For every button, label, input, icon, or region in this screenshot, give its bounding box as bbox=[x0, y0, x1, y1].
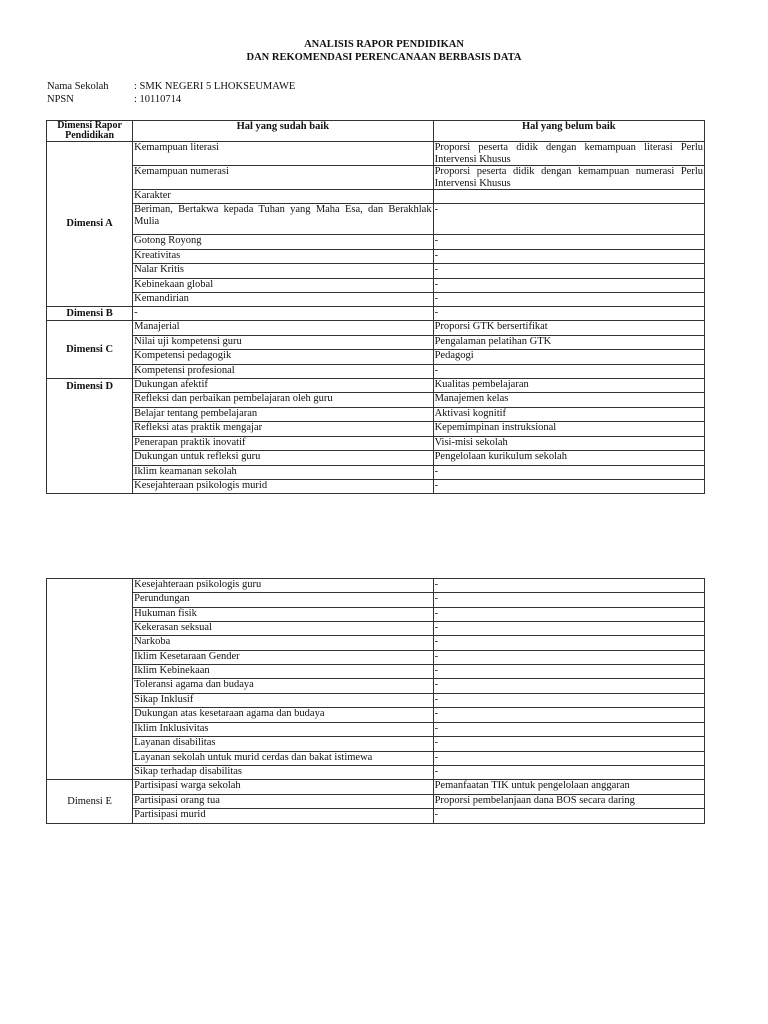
good-item: Sikap terhadap disabilitas bbox=[133, 766, 433, 780]
good-item: Iklim keamanan sekolah bbox=[133, 466, 433, 480]
bad-item: - bbox=[433, 665, 704, 679]
table-header-row bbox=[47, 121, 705, 142]
table-row bbox=[47, 608, 705, 622]
bad-item: - bbox=[433, 737, 704, 752]
table-body-page2 bbox=[47, 579, 705, 824]
bad-item: - bbox=[433, 708, 704, 723]
bad-item: Pemanfaatan TIK untuk pengelolaan anggaran bbox=[433, 780, 704, 795]
good-item: Partisipasi murid bbox=[133, 809, 433, 824]
header-dimension: Dimensi Rapor Pendidikan bbox=[47, 121, 133, 142]
good-item: Kreativitas bbox=[133, 250, 433, 264]
good-item: Narkoba bbox=[133, 636, 433, 651]
good-item: Gotong Royong bbox=[133, 235, 433, 250]
good-item: Nalar Kritis bbox=[133, 264, 433, 279]
table-row bbox=[47, 622, 705, 636]
report-table-page2 bbox=[46, 578, 705, 824]
dimension-label-continued bbox=[47, 579, 133, 780]
good-item: Layanan sekolah untuk murid cerdas dan bakat istimewa bbox=[133, 752, 433, 766]
table-row bbox=[47, 579, 705, 593]
table-row bbox=[47, 480, 705, 494]
good-item: - bbox=[133, 307, 433, 321]
table-row bbox=[47, 204, 705, 235]
good-item: Kesejahteraan psikologis murid bbox=[133, 480, 433, 494]
good-item: Iklim Kebinekaan bbox=[133, 665, 433, 679]
table-row bbox=[47, 593, 705, 608]
table-row bbox=[47, 636, 705, 651]
good-item: Toleransi agama dan budaya bbox=[133, 679, 433, 694]
table-row bbox=[47, 737, 705, 752]
good-item: Dukungan untuk refleksi guru bbox=[133, 451, 433, 466]
bad-item: Aktivasi kognitif bbox=[433, 408, 704, 422]
good-item: Dukungan afektif bbox=[133, 379, 433, 393]
table-row bbox=[47, 142, 705, 166]
table-row bbox=[47, 437, 705, 451]
good-item: Hukuman fisik bbox=[133, 608, 433, 622]
bad-item: Kepemimpinan instruksional bbox=[433, 422, 704, 437]
table-row bbox=[47, 665, 705, 679]
bad-item: Proporsi peserta didik dengan kemampuan numerasi Perlu Intervensi Khusus bbox=[434, 166, 703, 189]
table-row bbox=[47, 321, 705, 336]
table-row bbox=[47, 279, 705, 293]
table-row bbox=[47, 809, 705, 824]
table-row bbox=[47, 466, 705, 480]
bad-item: - bbox=[433, 204, 704, 235]
bad-item: - bbox=[433, 766, 704, 780]
bad-item: Pengelolaan kurikulum sekolah bbox=[433, 451, 704, 466]
dimension-label: Dimensi E bbox=[47, 780, 133, 824]
good-item: Iklim Inklusivitas bbox=[133, 723, 433, 737]
bad-item: Manajemen kelas bbox=[433, 393, 704, 408]
good-item: Partisipasi warga sekolah bbox=[133, 780, 433, 795]
table-row bbox=[47, 264, 705, 279]
good-item: Manajerial bbox=[133, 321, 433, 336]
table-row bbox=[47, 752, 705, 766]
bad-item: Kualitas pembelajaran bbox=[433, 379, 704, 393]
good-item: Kekerasan seksual bbox=[133, 622, 433, 636]
dimension-label: Dimensi C bbox=[47, 321, 133, 379]
table-row bbox=[47, 780, 705, 795]
bad-item: - bbox=[433, 579, 704, 593]
table-row bbox=[47, 451, 705, 466]
document-title-line1: ANALISIS RAPOR PENDIDIKAN bbox=[304, 39, 464, 50]
table-row bbox=[47, 723, 705, 737]
bad-item: - bbox=[433, 608, 704, 622]
good-item: Perundungan bbox=[133, 593, 433, 608]
table-row bbox=[47, 336, 705, 350]
bad-item: - bbox=[433, 365, 704, 379]
npsn-row bbox=[47, 93, 181, 106]
report-table-page1 bbox=[46, 120, 705, 494]
table-row bbox=[47, 679, 705, 694]
table-row bbox=[47, 250, 705, 264]
table-row bbox=[47, 307, 705, 321]
school-name-row bbox=[47, 80, 295, 93]
bad-item: - bbox=[433, 593, 704, 608]
table-row bbox=[47, 190, 705, 204]
bad-item: Proporsi pembelanjaan dana BOS secara daring bbox=[433, 795, 704, 809]
bad-item: Proporsi peserta didik dengan kemampuan literasi Perlu Intervensi Khusus bbox=[434, 142, 703, 165]
table-row bbox=[47, 166, 705, 190]
good-item: Layanan disabilitas bbox=[133, 737, 433, 752]
good-item: Iklim Kesetaraan Gender bbox=[133, 651, 433, 665]
table-row bbox=[47, 422, 705, 437]
table-row bbox=[47, 293, 705, 307]
table-row bbox=[47, 408, 705, 422]
bad-item: - bbox=[433, 250, 704, 264]
header-bad: Hal yang belum baik bbox=[433, 121, 704, 142]
bad-item: Visi-misi sekolah bbox=[433, 437, 704, 451]
bad-item: - bbox=[433, 279, 704, 293]
good-item: Penerapan praktik inovatif bbox=[133, 437, 433, 451]
table-row bbox=[47, 708, 705, 723]
bad-item: - bbox=[433, 466, 704, 480]
header-good: Hal yang sudah baik bbox=[133, 121, 433, 142]
good-item: Belajar tentang pembelajaran bbox=[133, 408, 433, 422]
good-item: Kemampuan numerasi bbox=[133, 166, 433, 190]
school-name-value: : SMK NEGERI 5 LHOKSEUMAWE bbox=[134, 81, 296, 92]
bad-item: Pengalaman pelatihan GTK bbox=[433, 336, 704, 350]
bad-item: Pedagogi bbox=[433, 350, 704, 365]
bad-item: - bbox=[433, 622, 704, 636]
dimension-label: Dimensi A bbox=[47, 142, 133, 307]
dimension-label: Dimensi B bbox=[47, 307, 133, 321]
good-item: Kesejahteraan psikologis guru bbox=[133, 579, 433, 593]
bad-item: - bbox=[433, 651, 704, 665]
school-name-label: Nama Sekolah bbox=[47, 81, 109, 92]
good-item: Sikap Inklusif bbox=[133, 694, 433, 708]
bad-item: - bbox=[433, 752, 704, 766]
good-item: Beriman, Bertakwa kepada Tuhan yang Maha Esa, dan Berakhlak Mulia bbox=[133, 204, 433, 235]
bad-item bbox=[433, 190, 704, 204]
good-item: Karakter bbox=[133, 190, 433, 204]
bad-item: - bbox=[433, 480, 704, 494]
bad-item: - bbox=[433, 723, 704, 737]
table-row bbox=[47, 651, 705, 665]
table-row bbox=[47, 393, 705, 408]
good-item: Partisipasi orang tua bbox=[133, 795, 433, 809]
npsn-value: : 10110714 bbox=[134, 94, 182, 105]
good-item: Kompetensi pedagogik bbox=[133, 350, 433, 365]
table-body-page1 bbox=[47, 142, 705, 494]
bad-item: - bbox=[433, 679, 704, 694]
table-row bbox=[47, 795, 705, 809]
table-row bbox=[47, 379, 705, 393]
bad-item: - bbox=[433, 307, 704, 321]
bad-item: - bbox=[433, 293, 704, 307]
document-title-line2: DAN REKOMENDASI PERENCANAAN BERBASIS DATA bbox=[246, 52, 522, 63]
bad-item: - bbox=[433, 694, 704, 708]
good-item: Kemandirian bbox=[133, 293, 433, 307]
table-row bbox=[47, 365, 705, 379]
npsn-label: NPSN bbox=[47, 94, 74, 105]
good-item: Dukungan atas kesetaraan agama dan budaya bbox=[133, 708, 433, 723]
good-item: Refleksi dan perbaikan pembelajaran oleh guru bbox=[133, 393, 433, 408]
bad-item: Proporsi GTK bersertifikat bbox=[433, 321, 704, 336]
table-row bbox=[47, 235, 705, 250]
bad-item: - bbox=[433, 636, 704, 651]
dimension-label: Dimensi D bbox=[47, 379, 133, 494]
good-item: Kebinekaan global bbox=[133, 279, 433, 293]
table-row bbox=[47, 350, 705, 365]
bad-item: - bbox=[433, 809, 704, 824]
good-item: Refleksi atas praktik mengajar bbox=[133, 422, 433, 437]
bad-item: - bbox=[433, 264, 704, 279]
good-item: Kompetensi profesional bbox=[133, 365, 433, 379]
bad-item: - bbox=[433, 235, 704, 250]
good-item: Kemampuan literasi bbox=[133, 142, 433, 166]
good-item: Nilai uji kompetensi guru bbox=[133, 336, 433, 350]
table-row bbox=[47, 694, 705, 708]
table-row bbox=[47, 766, 705, 780]
